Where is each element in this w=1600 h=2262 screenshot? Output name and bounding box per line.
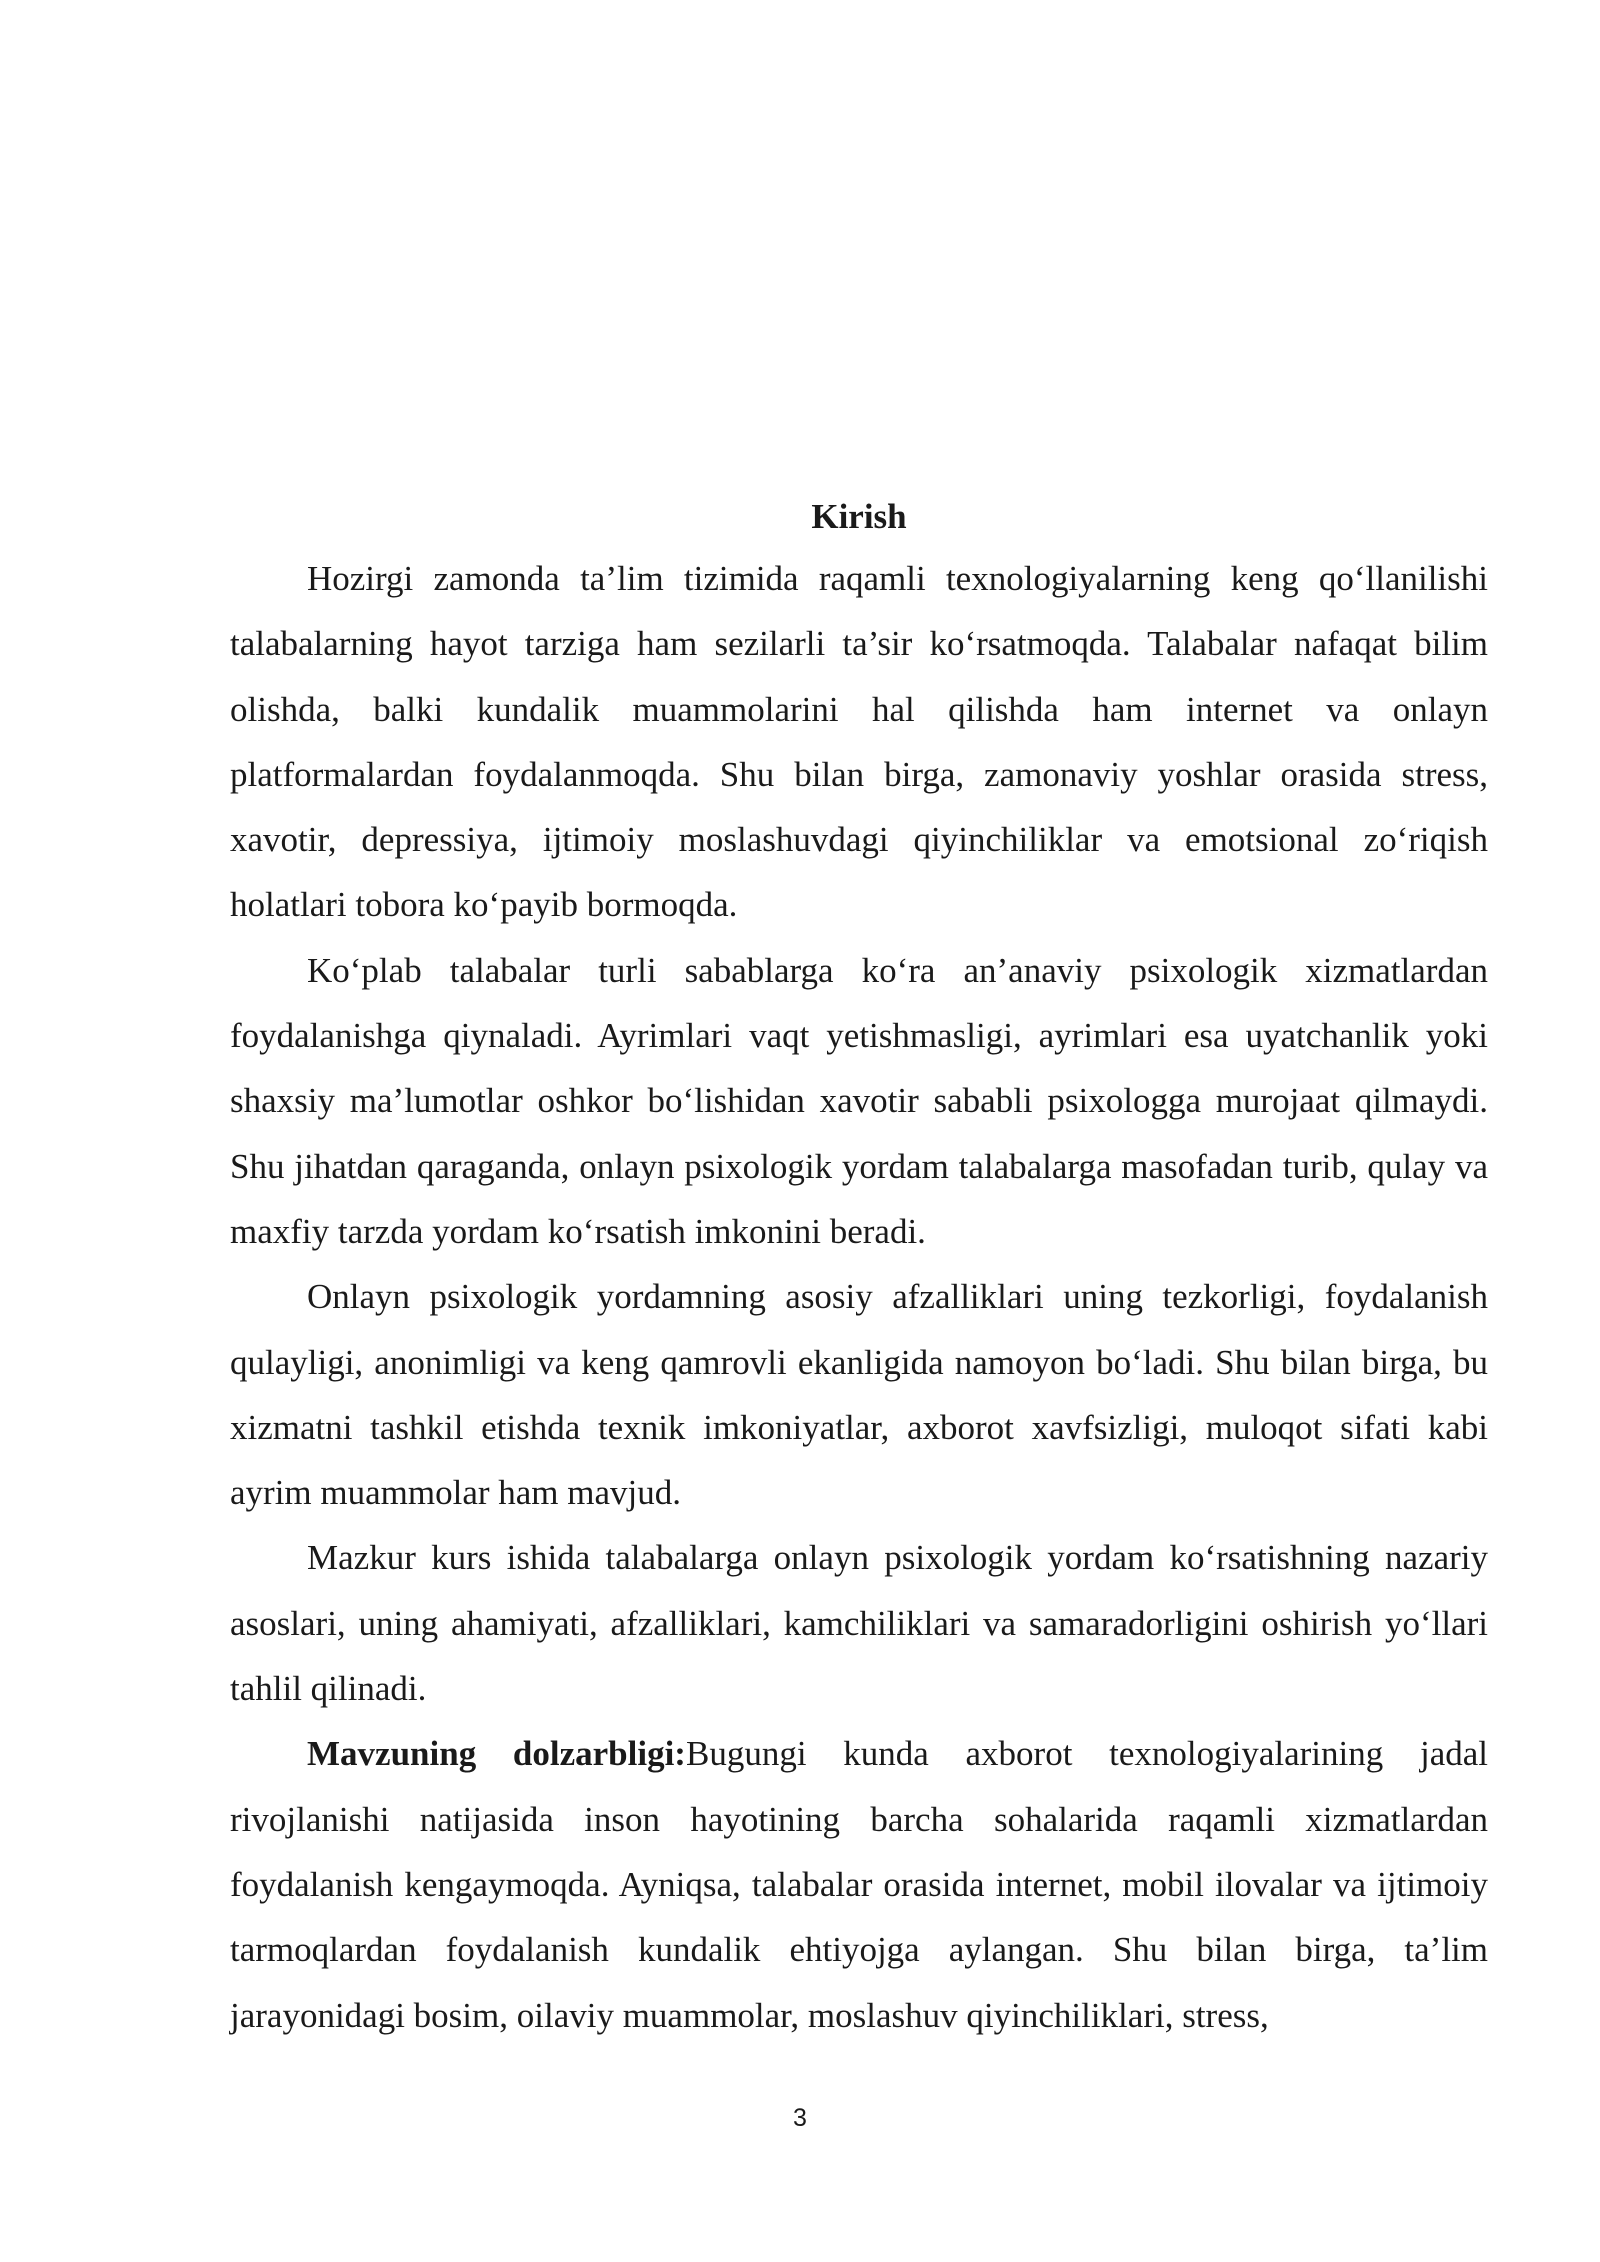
paragraph-3 — [230, 1264, 1488, 1525]
paragraph-text: Hozirgi zamonda ta’lim tizimida raqamli texnologiyalarning keng qo‘llanilishi talabalarning hayot tarziga ham sezilarli ta’sir ko‘rsatmoqda. Talabalar nafaqat bilim olishda, balki kundalik muammolarini hal qilishda ham internet va onlayn platformalardan foydalanmoqda. Shu bilan birga, zamonaviy yoshlar orasida stress, xavotir, depressiya, ijtimoiy moslashuvdagi qiyinchiliklar va emotsional zo‘riqish holatlari tobora ko‘payib bormoqda. — [230, 559, 1488, 925]
paragraph-2 — [230, 938, 1488, 1264]
page-number: 3 — [793, 2104, 807, 2132]
paragraph-text: Bugungi kunda axborot texnologiyalarining jadal rivojlanishi natijasida inson hayotining barcha sohalarida raqamli xizmatlardan foydalanish kengaymoqda. Ayniqsa, talabalar orasida internet, mobil ilovalar va ijtimoiy tarmoqlardan foydalanish kundalik ehtiyojga aylangan. Shu bilan birga, ta’lim jarayonidagi bosim, oilaviy muammolar, moslashuv qiyinchiliklari, stress, — [230, 1734, 1488, 2035]
page-body — [230, 488, 1488, 2048]
paragraph-text: Onlayn psixologik yordamning asosiy afzalliklari uning tezkorligi, foydalanish qulayligi, anonimligi va keng qamrovli ekanligida namoyon bo‘ladi. Shu bilan birga, bu xizmatni tashkil etishda texnik imkoniyatlar, axborot xavfsizligi, muloqot sifati kabi ayrim muammolar ham mavjud. — [230, 1277, 1488, 1513]
paragraph-1 — [230, 546, 1488, 938]
paragraph-relevance — [230, 1721, 1488, 2047]
paragraph-4 — [230, 1525, 1488, 1721]
paragraph-text: Ko‘plab talabalar turli sabablarga ko‘ra an’anaviy psixologik xizmatlardan foydalanishga qiynaladi. Ayrimlari vaqt yetishmasligi, ayrimlari esa uyatchanlik yoki shaxsiy ma’lumotlar oshkor bo‘lishidan xavotir sababli psixologga murojaat qilmaydi. Shu jihatdan qaraganda, onlayn psixologik yordam talabalarga masofadan turib, qulay va maxfiy tarzda yordam ko‘rsatish imkonini beradi. — [230, 950, 1488, 1251]
relevance-heading: Mavzuning dolzarbligi: — [307, 1734, 686, 1774]
section-title: Kirish — [811, 497, 907, 536]
paragraph-text: Mazkur kurs ishida talabalarga onlayn psixologik yordam ko‘rsatishning nazariy asoslari, uning ahamiyati, afzalliklari, kamchiliklari va samaradorligini oshirish yo‘llari tahlil qilinadi. — [230, 1538, 1488, 1709]
